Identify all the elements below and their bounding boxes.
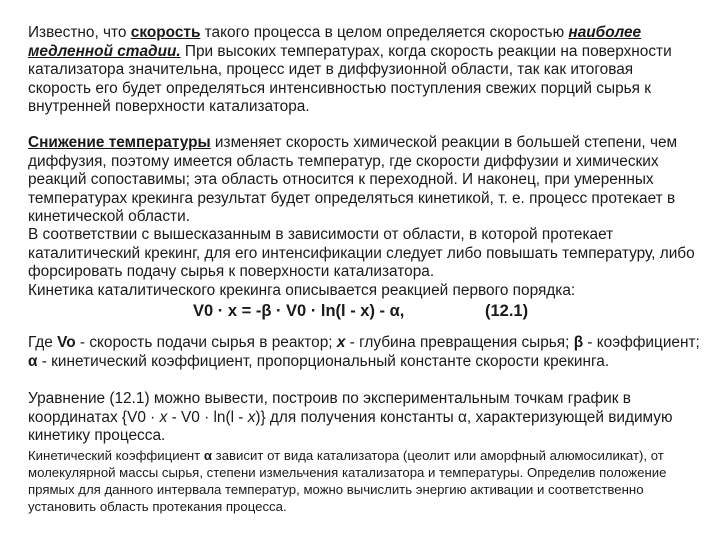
paragraph-variable-definitions	[28, 334, 700, 371]
text-run: - кинетический коэффициент, пропорциональный константе скорости крекинга.	[37, 352, 610, 370]
term-speed: скорость	[130, 24, 201, 41]
text-run: )} для получения константы α, характеризующей видимую кинетику процесса.	[28, 408, 673, 444]
paragraph-temperature-decrease	[28, 134, 700, 227]
term-slowest-stage: наиболее медленной стадии.	[28, 24, 642, 60]
symbol-x: x	[336, 334, 346, 351]
text-run: - скорость подачи сырья в реактор;	[75, 334, 337, 351]
paragraph-diffusion-region	[28, 24, 700, 117]
symbol-x: x	[247, 408, 256, 426]
symbol-vo: Vo	[57, 334, 76, 351]
paragraph-kinetics-intro: Кинетика каталитического крекинга описывается реакцией первого порядка:	[28, 282, 576, 299]
paragraph-intensification: В соответствии с вышесказанным в зависимости от области, в которой протекает каталитический крекинг, для его интенсификации следует либо повышать температуру, либо форсировать подачу сырья к поверхности катализатора.	[28, 226, 695, 280]
term-temperature-decrease: Снижение температуры	[28, 134, 211, 151]
symbol-beta: β	[573, 334, 584, 351]
text-run: зависит от вида катализатора (цеолит или аморфный алюмосиликат), от молекулярной массы сырья, степени измельчения катализатора и температуры. Определив положение прямых для данного интервала температур, можно вычислить энергию активации и соответственно установить область протекания процесса.	[28, 448, 667, 514]
text-run: Кинетический коэффициент	[28, 448, 204, 463]
text-run: - V0 · ln(l -	[167, 408, 248, 426]
text-run: Известно, что	[28, 24, 131, 41]
text-run: - глубина превращения сырья;	[345, 334, 574, 351]
text-run: такого процесса в целом определяется скоростью	[200, 24, 569, 41]
text-run: Где	[28, 334, 58, 351]
equation-number: (12.1)	[485, 302, 529, 320]
symbol-x: x	[159, 408, 168, 426]
text-run: При высоких температурах, когда скорость реакции на поверхности катализатора значительна, процесс идет в диффузионной области, так как итоговая скорость его будет определяться интенсивностью поступления свежих порций сырья к внутренней поверхности катализатора.	[28, 42, 672, 115]
paragraph-kinetic-coefficient	[28, 447, 700, 515]
paragraph-equation-derivation	[28, 390, 700, 446]
text-run: - коэффициент;	[583, 334, 700, 351]
text-run: Уравнение (12.1) можно вывести, построив по экспериментальным точкам график в координатах {V0 ·	[28, 390, 631, 426]
equation-12-1	[0, 300, 720, 324]
symbol-alpha: α	[28, 352, 38, 370]
symbol-alpha: α	[203, 448, 212, 463]
text-run: изменяет скорость химической реакции в большей степени, чем диффузия, поэтому имеется область температур, где скорости диффузии и химических реакций сопоставимы; эта область относится к переходной. И наконец, при умеренных температурах крекинга результат будет определяться кинетикой, т. е. процесс протекает в кинетической области.	[28, 134, 678, 225]
equation-expression: V0 · x = -β · V0 · ln(l - x) - α,	[193, 302, 405, 320]
